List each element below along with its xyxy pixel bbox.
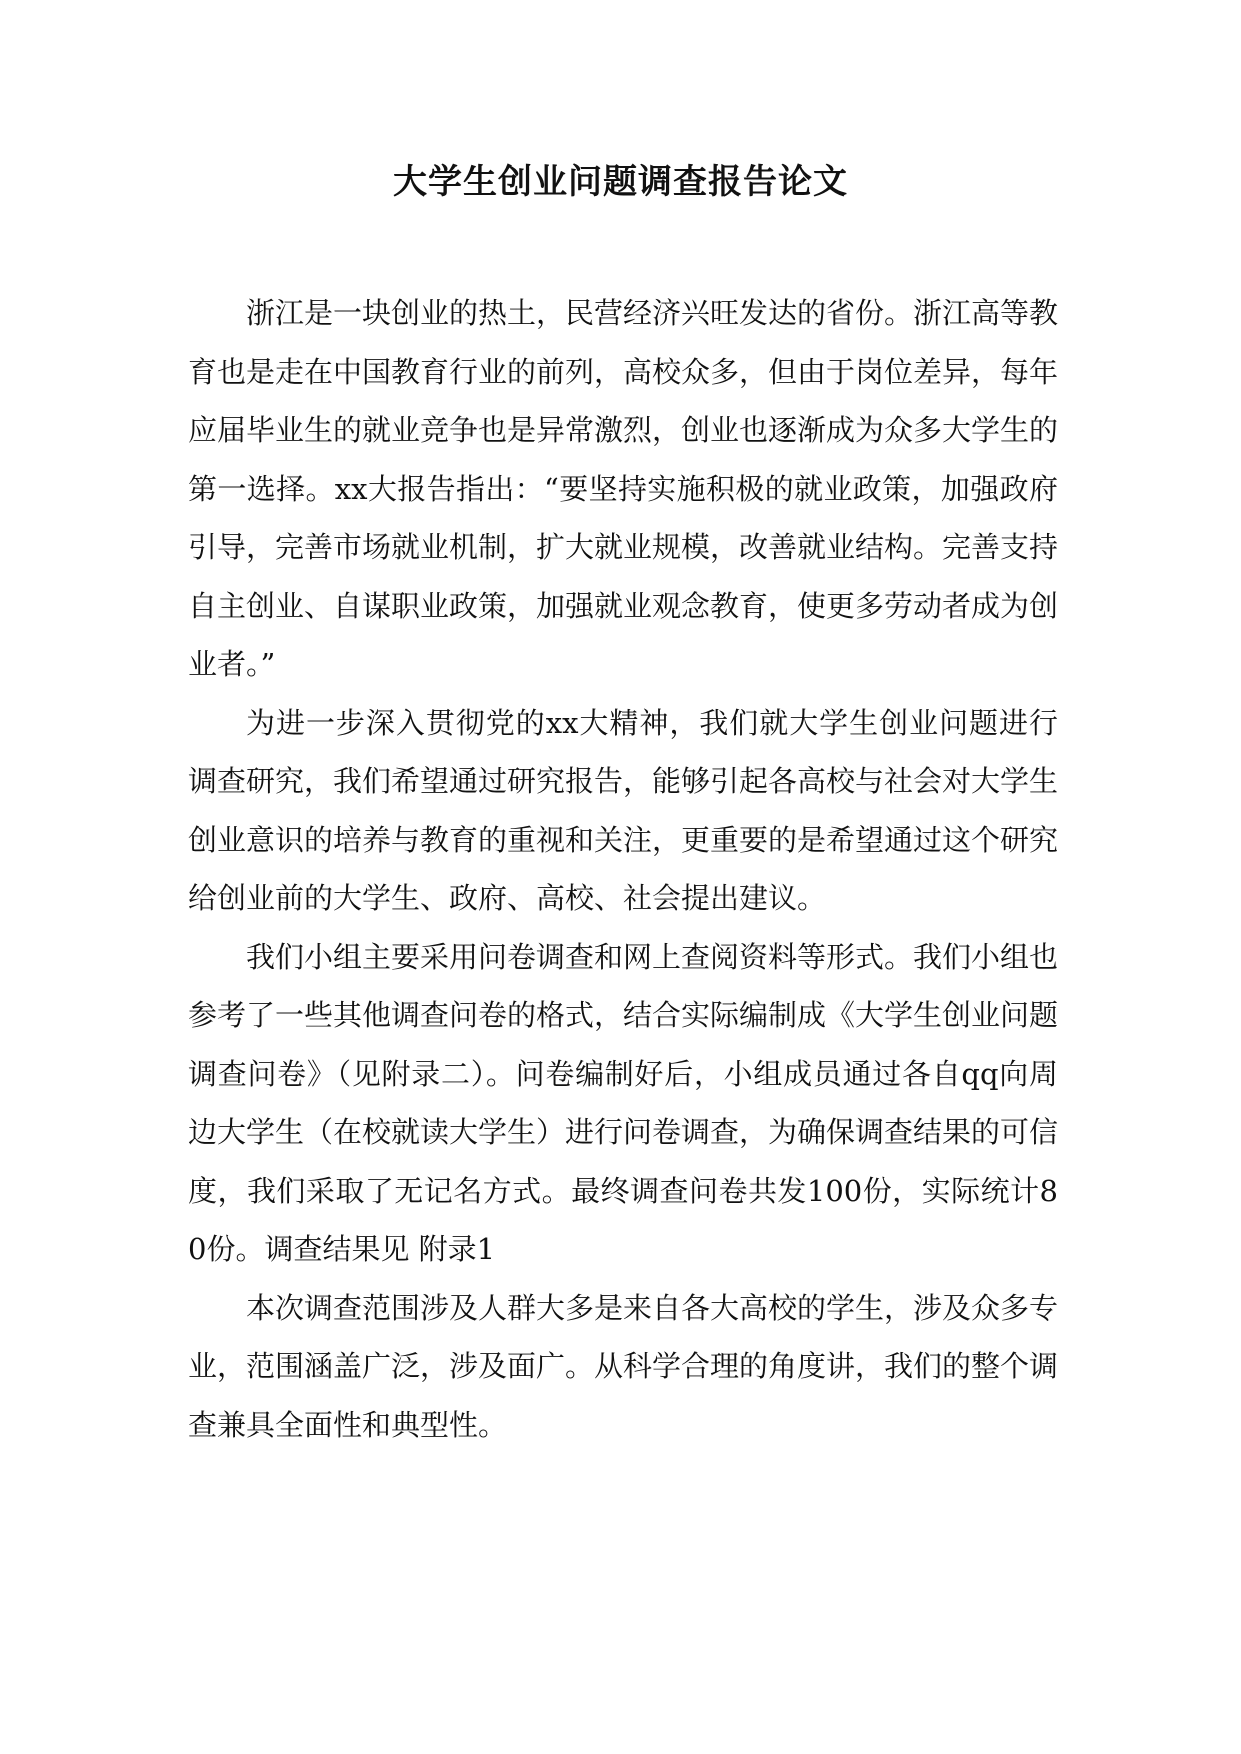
document-body [188,284,1058,1454]
paragraph-1: 浙江是一块创业的热土，民营经济兴旺发达的省份。浙江高等教育也是走在中国教育行业的前列，高校众多，但由于岗位差异，每年应届毕业生的就业竞争也是异常激烈，创业也逐渐成为众多大学生的第一选择。xx大报告指出：“要坚持实施积极的就业政策，加强政府引导，完善市场就业机制，扩大就业规模，改善就业结构。完善支持自主创业、自谋职业政策，加强就业观念教育，使更多劳动者成为创业者。” [188,296,1059,681]
document-title: 大学生创业问题调查报告论文 [393,162,848,202]
paragraph-2: 为进一步深入贯彻党的xx大精神，我们就大学生创业问题进行调查研究，我们希望通过研究报告，能够引起各高校与社会对大学生创业意识的培养与教育的重视和关注，更重要的是希望通过这个研究给创业前的大学生、政府、高校、社会提出建议。 [188,705,1059,915]
paragraph-3: 我们小组主要采用问卷调查和网上查阅资料等形式。我们小组也参考了一些其他调查问卷的格式，结合实际编制成《大学生创业问题调查问卷》（见附录二）。问卷编制好后，小组成员通过各自qq向周边大学生（在校就读大学生）进行问卷调查，为确保调查结果的可信度，我们采取了无记名方式。最终调查问卷共发100份，实际统计80份。调查结果见 附录1 [188,939,1059,1266]
paragraph-4: 本次调查范围涉及人群大多是来自各大高校的学生，涉及众多专业，范围涵盖广泛，涉及面广。从科学合理的角度讲，我们的整个调查兼具全面性和典型性。 [188,1290,1059,1442]
